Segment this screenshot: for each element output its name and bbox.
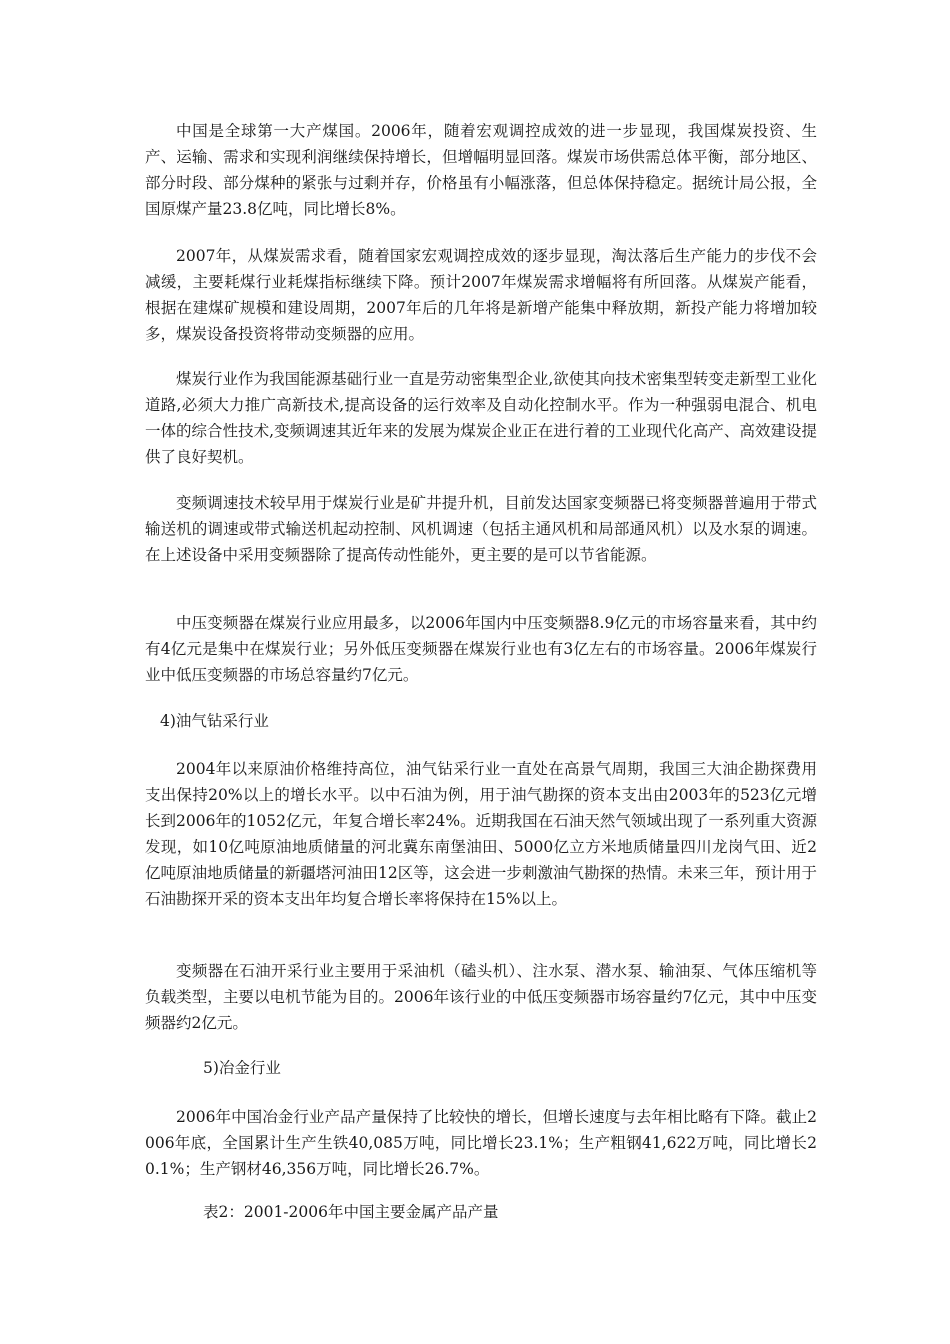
heading-metallurgy: 5)冶金行业 <box>203 1059 281 1077</box>
table-caption: 表2：2001-2006年中国主要金属产品产量 <box>203 1203 499 1221</box>
heading-oil-gas: 4)油气钻采行业 <box>160 712 269 730</box>
paragraph-coal-vfd-market: 中压变频器在煤炭行业应用最多，以2006年国内中压变频器8.9亿元的市场容量来看，其中约有4亿元是集中在煤炭行业；另外低压变频器在煤炭行业也有3亿左右的市场容量。2006年煤炭行业中低压变频器的市场总容量约7亿元。 <box>145 614 817 684</box>
paragraph-metallurgy-output: 2006年中国冶金行业产品产量保持了比较快的增长，但增长速度与去年相比略有下降。截止2006年底，全国累计生产生铁40,085万吨，同比增长23.1%；生产粗钢41,622万吨，同比增长20.1%；生产钢材46,356万吨，同比增长26.7%。 <box>145 1108 817 1178</box>
paragraph-coal-overview: 中国是全球第一大产煤国。2006年，随着宏观调控成效的进一步显现，我国煤炭投资、生产、运输、需求和实现利润继续保持增长，但增幅明显回落。煤炭市场供需总体平衡，部分地区、部分时段、部分煤种的紧张与过剩并存，价格虽有小幅涨落，但总体保持稳定。据统计局公报，全国原煤产量23.8亿吨，同比增长8%。 <box>145 122 817 218</box>
paragraph-coal-demand-2007: 2007年，从煤炭需求看，随着国家宏观调控成效的逐步显现，淘汰落后生产能力的步伐不会减缓，主要耗煤行业耗煤指标继续下降。预计2007年煤炭需求增幅将有所回落。从煤炭产能看，根据在建煤矿规模和建设周期，2007年后的几年将是新增产能集中释放期，新投产能力将增加较多，煤炭设备投资将带动变频器的应用。 <box>145 247 817 343</box>
paragraph-oil-gas-investment: 2004年以来原油价格维持高位，油气钻采行业一直处在高景气周期，我国三大油企勘探费用支出保持20%以上的增长水平。以中石油为例，用于油气勘探的资本支出由2003年的523亿元增长到2006年的1052亿元，年复合增长率24%。近期我国在石油天然气领域出现了一系列重大资源发现，如10亿吨原油地质储量的河北冀东南堡油田、5000亿立方米地质储量四川龙岗气田、近2亿吨原油地质储量的新疆塔河油田12区等，这会进一步刺激油气勘探的热情。未来三年，预计用于石油勘探开采的资本支出年均复合增长率将保持在15%以上。 <box>145 760 817 908</box>
paragraph-oil-vfd-market: 变频器在石油开采行业主要用于采油机（磕头机）、注水泵、潜水泵、输油泵、气体压缩机等负载类型，主要以电机节能为目的。2006年该行业的中低压变频器市场容量约7亿元，其中中压变频器约2亿元。 <box>145 962 817 1032</box>
paragraph-coal-vfd-usage: 变频调速技术较早用于煤炭行业是矿井提升机，目前发达国家变频器已将变频器普遍用于带式输送机的调速或带式输送机起动控制、风机调速（包括主通风机和局部通风机）以及水泵的调速。在上述设备中采用变频器除了提高传动性能外，更主要的是可以节省能源。 <box>145 494 817 564</box>
paragraph-coal-industry-tech: 煤炭行业作为我国能源基础行业一直是劳动密集型企业,欲使其向技术密集型转变走新型工业化道路,必须大力推广高新技术,提高设备的运行效率及自动化控制水平。作为一种强弱电混合、机电一体的综合性技术,变频调速其近年来的发展为煤炭企业正在进行着的工业现代化高产、高效建设提供了良好契机。 <box>145 370 817 466</box>
